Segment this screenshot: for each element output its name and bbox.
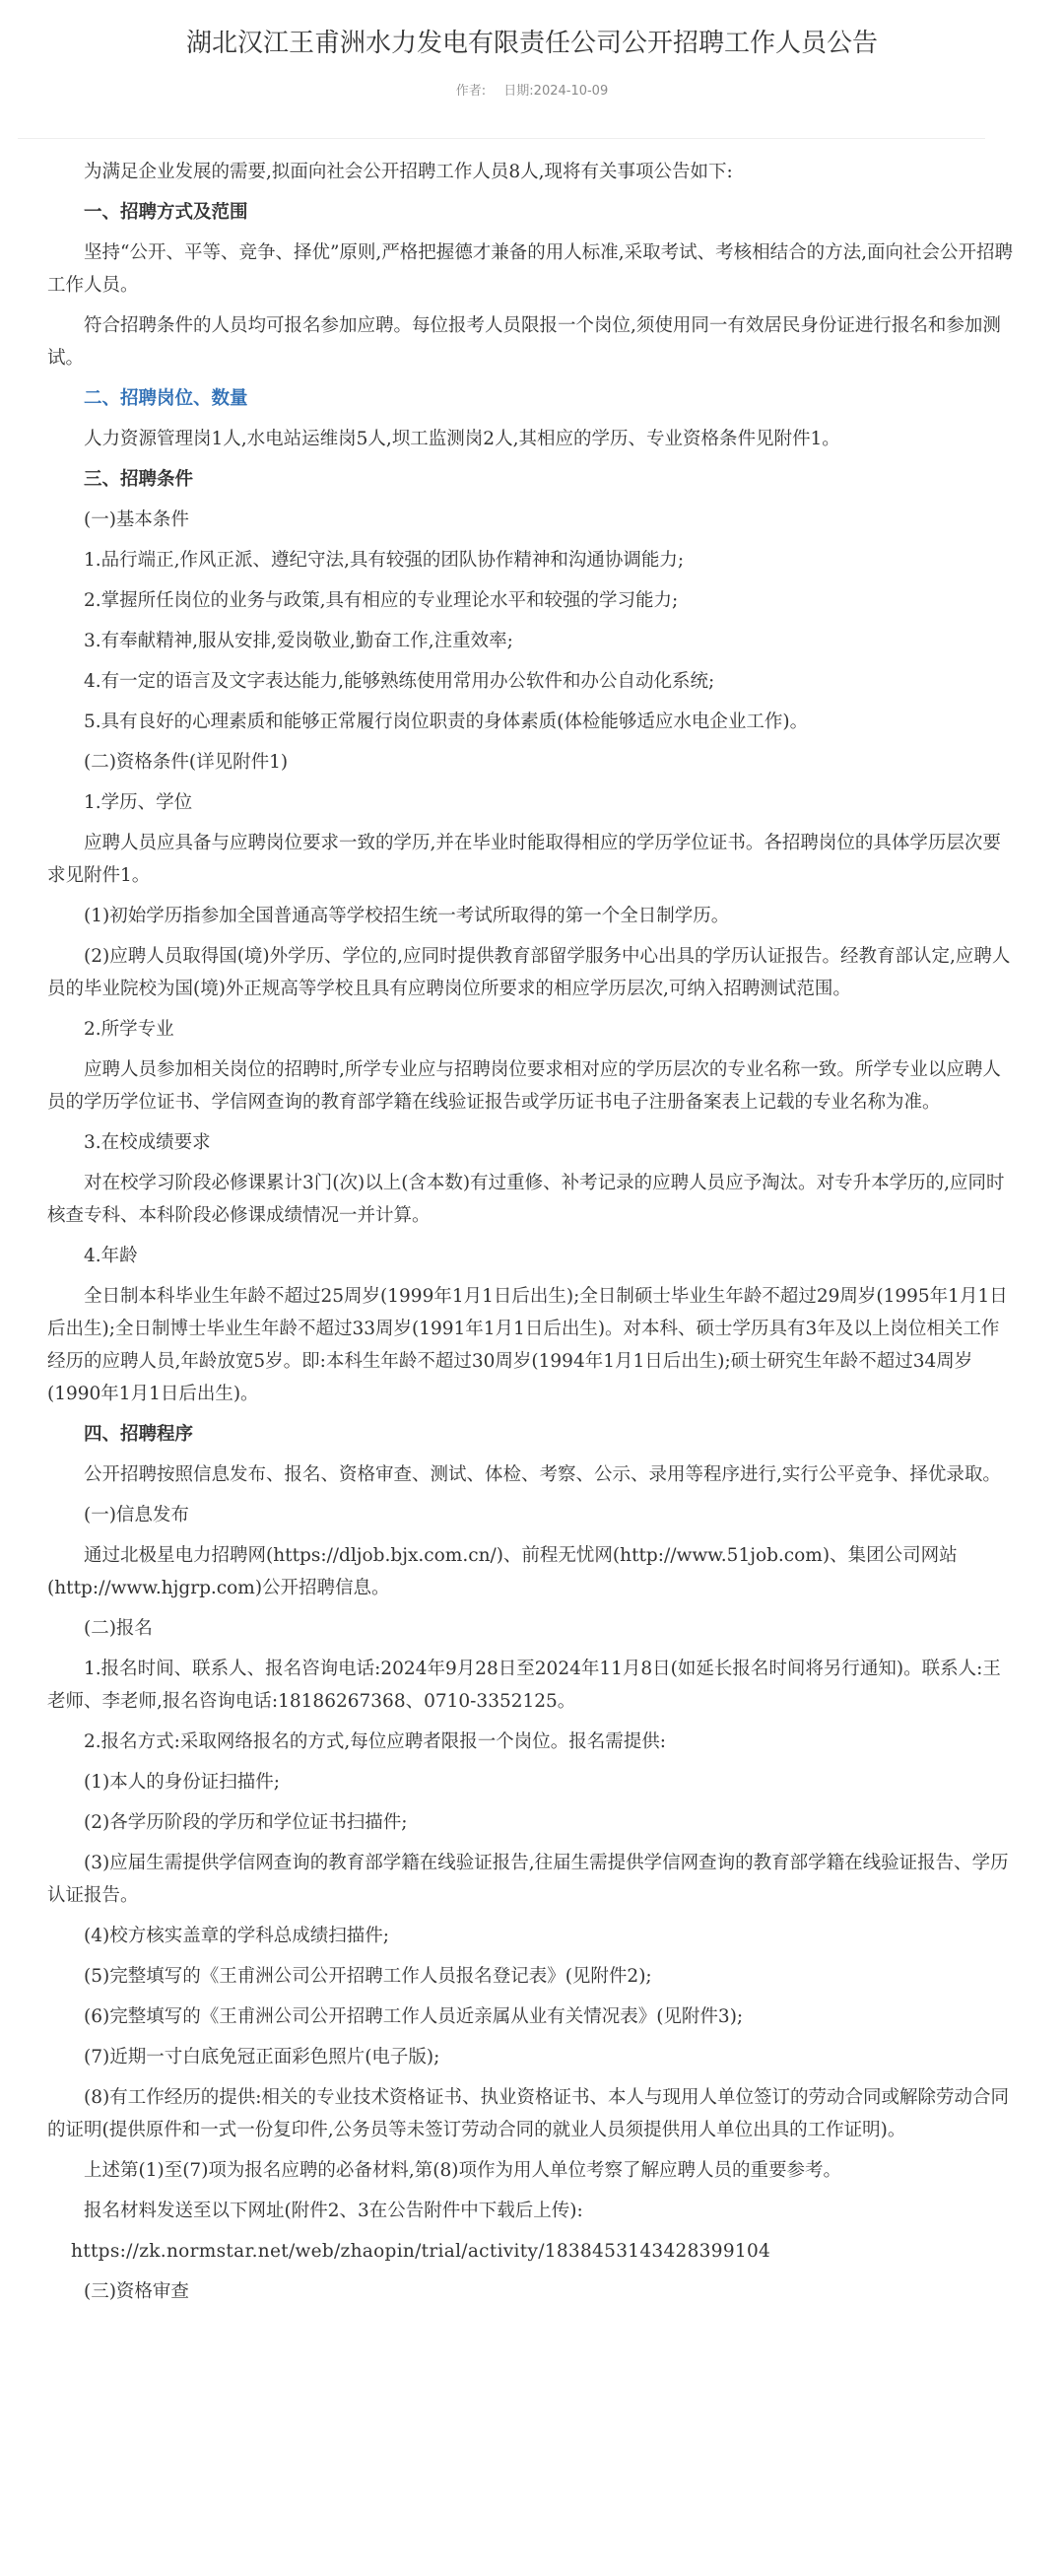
sub-heading: (二)资格条件(详见附件1) xyxy=(84,752,289,773)
sub-heading: (一)信息发布 xyxy=(84,1505,189,1525)
list-item: (1)初始学历指参加全国普通高等学校招生统一考试所取得的第一个全日制学历。 xyxy=(84,906,730,926)
article-body xyxy=(47,156,1017,2316)
paragraph: 上述第(1)至(7)项为报名应聘的必备材料,第(8)项作为用人单位考察了解应聘人员的重要参考。 xyxy=(84,2160,841,2181)
registration-url[interactable]: https://zk.normstar.net/web/zhaopin/trial/activity/1838453143428399104 xyxy=(71,2241,771,2262)
paragraph: 通过北极星电力招聘网(https://dljob.bjx.com.cn/)、前程无忧网(http://www.51job.com)、集团公司网站(http://www.hjgrp.com)公开招聘信息。 xyxy=(47,1545,958,1598)
paragraph: 人力资源管理岗1人,水电站运维岗5人,坝工监测岗2人,其相应的学历、专业资格条件见附件1。 xyxy=(84,429,840,449)
sub-sub-heading: 4.年龄 xyxy=(84,1246,138,1266)
sub-heading: (三)资格审查 xyxy=(84,2281,189,2302)
article-meta xyxy=(0,77,1064,106)
paragraph: 报名材料发送至以下网址(附件2、3在公告附件中下载后上传): xyxy=(84,2201,583,2221)
sub-heading: (一)基本条件 xyxy=(84,509,189,530)
paragraph: 2.报名方式:采取网络报名的方式,每位应聘者限报一个岗位。报名需提供: xyxy=(84,1731,667,1752)
publish-date: 日期:2024-10-09 xyxy=(503,84,609,99)
list-item: (3)应届生需提供学信网查询的教育部学籍在线验证报告,往届生需提供学信网查询的教育部学籍在线验证报告、学历认证报告。 xyxy=(47,1853,1009,1906)
list-item: (8)有工作经历的提供:相关的专业技术资格证书、执业资格证书、本人与现用人单位签订的劳动合同或解除劳动合同的证明(提供原件和一式一份复印件,公务员等未签订劳动合同的就业人员须提供用人单位出具的工作证明)。 xyxy=(47,2087,1009,2140)
section-heading-4: 四、招聘程序 xyxy=(84,1424,194,1445)
paragraph: 公开招聘按照信息发布、报名、资格审查、测试、体检、考察、公示、录用等程序进行,实行公平竞争、择优录取。 xyxy=(84,1464,1001,1485)
list-item: 1.品行端正,作风正派、遵纪守法,具有较强的团队协作精神和沟通协调能力; xyxy=(84,550,685,571)
list-item: (1)本人的身份证扫描件; xyxy=(84,1772,280,1793)
header-divider xyxy=(18,138,985,139)
list-item: (4)校方核实盖章的学科总成绩扫描件; xyxy=(84,1926,389,1946)
list-item: (6)完整填写的《王甫洲公司公开招聘工作人员近亲属从业有关情况表》(见附件3); xyxy=(84,2006,744,2027)
list-item: 5.具有良好的心理素质和能够正常履行岗位职责的身体素质(体检能够适应水电企业工作)。 xyxy=(84,712,809,732)
paragraph: 符合招聘条件的人员均可报名参加应聘。每位报考人员限报一个岗位,须使用同一有效居民身份证进行报名和参加测试。 xyxy=(47,315,1001,369)
sub-sub-heading: 1.学历、学位 xyxy=(84,792,193,813)
sub-sub-heading: 3.在校成绩要求 xyxy=(84,1132,211,1153)
paragraph: 1.报名时间、联系人、报名咨询电话:2024年9月28日至2024年11月8日(如延长报名时间将另行通知)。联系人:王老师、李老师,报名咨询电话:18186267368、0710-3352125。 xyxy=(47,1659,1001,1712)
section-heading-3: 三、招聘条件 xyxy=(84,469,194,490)
article-title: 湖北汉江王甫洲水力发电有限责任公司公开招聘工作人员公告 xyxy=(185,29,878,58)
sub-heading: (二)报名 xyxy=(84,1618,153,1639)
list-item: (2)应聘人员取得国(境)外学历、学位的,应同时提供教育部留学服务中心出具的学历认证报告。经教育部认定,应聘人员的毕业院校为国(境)外正规高等学校且具有应聘岗位所要求的相应学历层次,可纳入招聘测试范围。 xyxy=(47,946,1011,999)
paragraph: 应聘人员应具备与应聘岗位要求一致的学历,并在毕业时能取得相应的学历学位证书。各招聘岗位的具体学历层次要求见附件1。 xyxy=(47,833,1001,886)
sub-sub-heading: 2.所学专业 xyxy=(84,1019,174,1040)
list-item: 2.掌握所任岗位的业务与政策,具有相应的专业理论水平和较强的学习能力; xyxy=(84,590,679,611)
list-item: (5)完整填写的《王甫洲公司公开招聘工作人员报名登记表》(见附件2); xyxy=(84,1966,652,1987)
paragraph: 对在校学习阶段必修课累计3门(次)以上(含本数)有过重修、补考记录的应聘人员应予淘汰。对专升本学历的,应同时核查专科、本科阶段必修课成绩情况一并计算。 xyxy=(47,1173,1005,1226)
list-item: (7)近期一寸白底免冠正面彩色照片(电子版); xyxy=(84,2047,440,2068)
intro-paragraph: 为满足企业发展的需要,拟面向社会公开招聘工作人员8人,现将有关事项公告如下: xyxy=(84,162,733,182)
paragraph: 应聘人员参加相关岗位的招聘时,所学专业应与招聘岗位要求相对应的学历层次的专业名称一致。所学专业以应聘人员的学历学位证书、学信网查询的教育部学籍在线验证报告或学历证书电子注册备案表上记载的专业名称为准。 xyxy=(47,1059,1001,1113)
list-item: 4.有一定的语言及文字表达能力,能够熟练使用常用办公软件和办公自动化系统; xyxy=(84,671,715,692)
list-item: 3.有奉献精神,服从安排,爱岗敬业,勤奋工作,注重效率; xyxy=(84,631,513,651)
list-item: (2)各学历阶段的学历和学位证书扫描件; xyxy=(84,1812,408,1833)
paragraph: 全日制本科毕业生年龄不超过25周岁(1999年1月1日后出生);全日制硕士毕业生年龄不超过29周岁(1995年1月1日后出生);全日制博士毕业生年龄不超过33周岁(1991年1月1日后出生)。对本科、硕士学历具有3年及以上岗位相关工作经历的应聘人员,年龄放宽5岁。即:本科生年龄不超过30周岁(1994年1月1日后出生);硕士研究生年龄不超过34周岁(1990年1月1日后出生)。 xyxy=(47,1286,1008,1404)
paragraph: 坚持“公开、平等、竞争、择优”原则,严格把握德才兼备的用人标准,采取考试、考核相结合的方法,面向社会公开招聘工作人员。 xyxy=(47,242,1014,296)
section-heading-1: 一、招聘方式及范围 xyxy=(84,202,248,223)
section-heading-2: 二、招聘岗位、数量 xyxy=(84,388,248,409)
author-label: 作者: xyxy=(455,84,487,99)
